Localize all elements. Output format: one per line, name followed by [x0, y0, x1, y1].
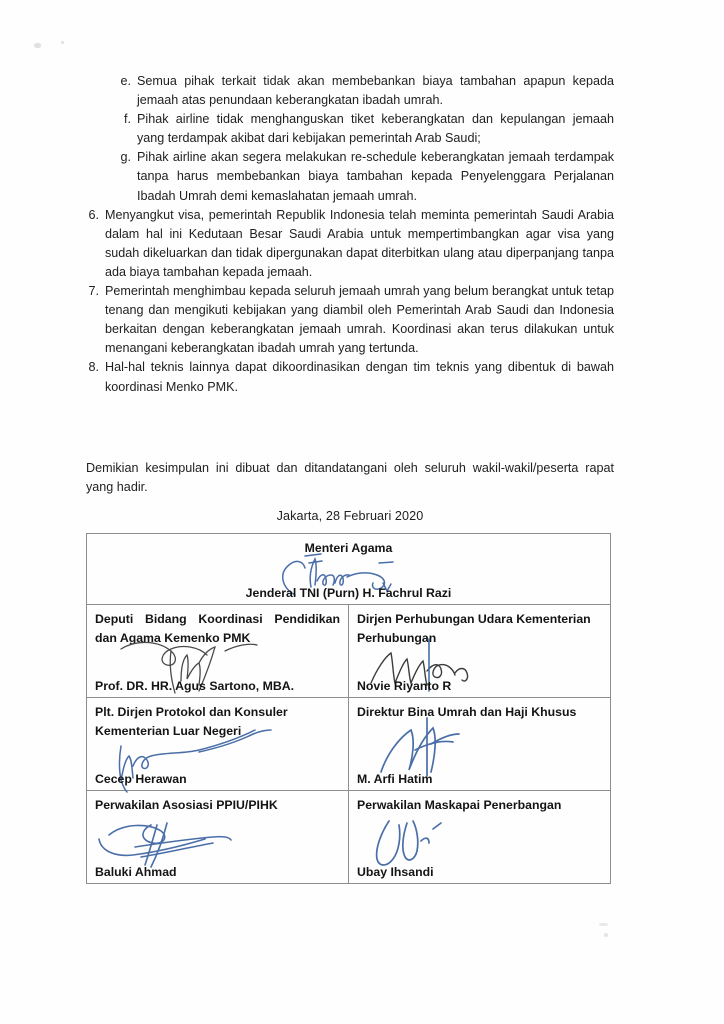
signature-cell-minister — [87, 534, 611, 605]
list-marker: 8. — [88, 360, 99, 375]
city-date: Jakarta, 28 Februari 2020 — [276, 509, 424, 523]
list-item-6 — [86, 206, 614, 282]
document-body — [86, 72, 614, 397]
table-row — [87, 605, 611, 698]
signatory-role: Menteri Agama — [304, 541, 393, 555]
table-row — [87, 698, 611, 791]
signature-cell — [87, 605, 349, 698]
scan-speck — [34, 43, 41, 48]
list-marker: 7. — [88, 284, 99, 299]
list-item-f — [86, 110, 614, 148]
list-marker: e. — [120, 74, 131, 88]
list-text: Pihak airline tidak menghanguskan tiket keberangkatan dan kepulangan jemaah yang terdampak akibat dari kebijakan pemerintah Arab Saudi; — [137, 112, 614, 146]
list-item-8 — [86, 358, 614, 396]
signature-cell — [87, 698, 349, 791]
closing-paragraph: Demikian kesimpulan ini dibuat dan ditandatangani oleh seluruh wakil-wakil/peserta rapat yang hadir. — [86, 461, 614, 495]
list-text: Menyangkut visa, pemerintah Republik Indonesia telah meminta pemerintah Saudi Arabia dalam hal ini Kedutaan Besar Saudi Arabia untuk mempertimbangkan agar visa yang sudah dikeluarkan dan tidak dipergunakan dapat diterbitkan ulang atau diperpanjang tanpa ada biaya tambahan kepada jemaah. — [105, 207, 614, 279]
list-item-e — [86, 72, 614, 110]
list-item-7 — [86, 282, 614, 358]
table-row-header — [87, 534, 611, 605]
signatory-name: Jenderal TNI (Purn) H. Fachrul Razi — [245, 586, 452, 600]
signatory-name: Baluki Ahmad — [95, 865, 177, 879]
signatory-role: Direktur Bina Umrah dan Haji Khusus — [357, 705, 577, 719]
signature-table — [86, 533, 611, 884]
list-item-g — [86, 148, 614, 205]
signatory-role: Perwakilan Asosiasi PPIU/PIHK — [95, 798, 278, 812]
signature-cell — [349, 698, 611, 791]
signature-cell — [349, 791, 611, 884]
signatory-role: Perwakilan Maskapai Penerbangan — [357, 798, 562, 812]
list-marker: g. — [120, 150, 131, 165]
list-text: Pihak airline akan segera melakukan re-schedule keberangkatan jemaah terdampak tanpa harus membebankan biaya tambahan kepada Penyelenggara Perjalanan Ibadah Umrah demi kemaslahatan jemaah umrah. — [137, 150, 614, 203]
signatory-role: Deputi Bidang Koordinasi Pendidikan dan Agama Kemenko PMK — [95, 612, 340, 645]
scan-speck — [604, 933, 608, 937]
list-text: Pemerintah menghimbau kepada seluruh jemaah umrah yang belum berangkat untuk tetap tenang dan mengikuti kebijakan yang diambil oleh Pemerintah Arab Saudi dan Indonesia berkaitan dengan keberangkatan jemaah umrah. Koordinasi akan terus dilakukan untuk menangani keberangkatan ibadah umrah yang tertunda. — [105, 284, 614, 356]
signatory-role: Plt. Dirjen Protokol dan Konsuler Kementerian Luar Negeri — [95, 705, 288, 738]
list-text: Hal-hal teknis lainnya dapat dikoordinasikan dengan tim teknis yang dibentuk di bawah koordinasi Menko PMK. — [105, 360, 614, 394]
signatory-name: Ubay Ihsandi — [357, 865, 434, 879]
list-marker: 6. — [88, 207, 99, 222]
signatory-name: Cecep Herawan — [95, 772, 187, 786]
scan-speck — [61, 41, 64, 44]
scan-speck — [599, 923, 608, 926]
signature-cell — [87, 791, 349, 884]
signatory-name: Novie Riyanto R — [357, 679, 452, 693]
table-row — [87, 791, 611, 884]
list-marker: f. — [124, 112, 131, 127]
list-text: Semua pihak terkait tidak akan membebankan biaya tambahan apapun kepada jemaah atas penundaan keberangkatan ibadah umrah. — [137, 74, 614, 108]
signature-ink — [95, 813, 265, 873]
signature-ink — [363, 811, 483, 873]
signatory-name: Prof. DR. HR. Agus Sartono, MBA. — [95, 679, 295, 693]
signatory-role: Dirjen Perhubungan Udara Kementerian Perhubungan — [357, 612, 591, 645]
signature-cell — [349, 605, 611, 698]
signatory-name: M. Arfi Hatim — [357, 772, 433, 786]
